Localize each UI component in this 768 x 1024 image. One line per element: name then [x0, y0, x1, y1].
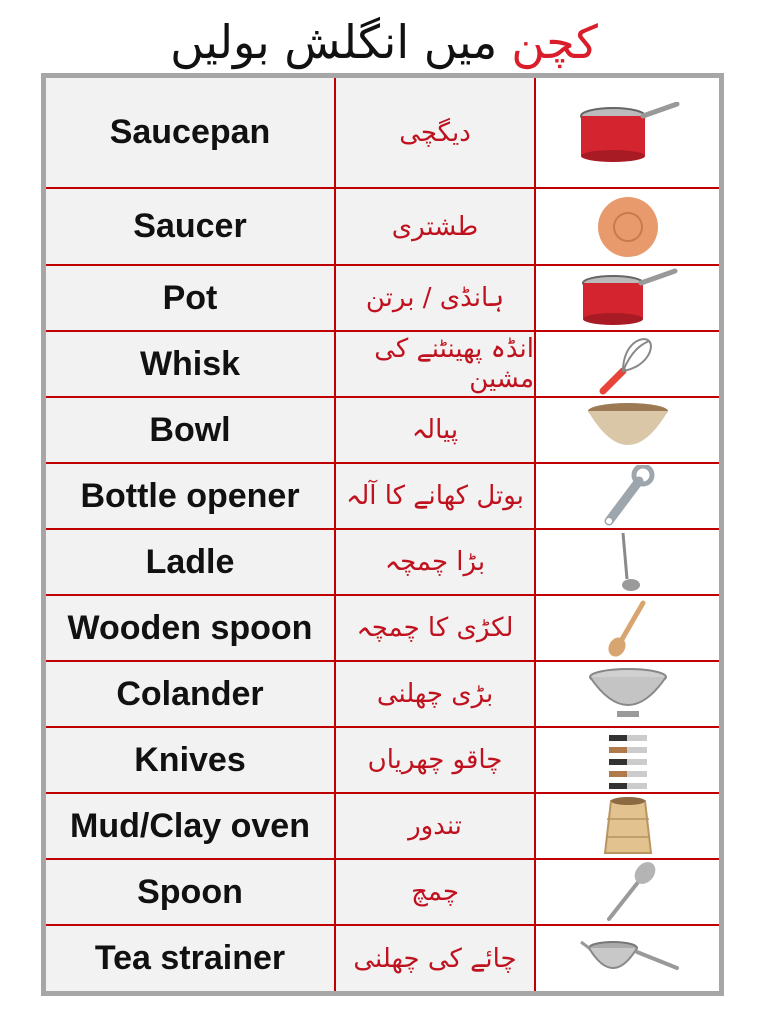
english-word: Bottle opener [46, 464, 336, 528]
table-row [46, 596, 719, 662]
saucepan-icon [573, 102, 683, 164]
vocabulary-table [41, 73, 724, 996]
tea-strainer-icon [573, 928, 683, 990]
table-row [46, 860, 719, 926]
table-row [46, 78, 719, 189]
spoon-icon [573, 861, 683, 923]
table-row [46, 728, 719, 794]
urdu-word: انڈہ پھینٹنے کی مشین [336, 332, 536, 396]
english-word: Tea strainer [46, 926, 336, 991]
urdu-word: تندور [336, 794, 536, 858]
english-word: Pot [46, 266, 336, 330]
ladle-icon [573, 531, 683, 593]
title-speak-english: میں انگلش بولیں [170, 15, 498, 69]
table-row [46, 926, 719, 991]
wooden-spoon-icon [573, 597, 683, 659]
saucer-icon [573, 196, 683, 258]
english-word: Colander [46, 662, 336, 726]
urdu-word: بوتل کھانے کا آلہ [336, 464, 536, 528]
urdu-word: بڑی چھلنی [336, 662, 536, 726]
table-row [46, 662, 719, 728]
table-row [46, 464, 719, 530]
english-word: Bowl [46, 398, 336, 462]
english-word: Wooden spoon [46, 596, 336, 660]
urdu-word: دیگچی [336, 78, 536, 187]
english-word: Mud/Clay oven [46, 794, 336, 858]
english-word: Spoon [46, 860, 336, 924]
urdu-word: چائے کی چھلنی [336, 926, 536, 991]
whisk-icon [573, 333, 683, 395]
urdu-word: چاقو چھریاں [336, 728, 536, 792]
english-word: Saucer [46, 189, 336, 264]
table-row [46, 794, 719, 860]
title-kitchen: کچن [511, 15, 598, 69]
english-word: Saucepan [46, 78, 336, 187]
urdu-word: طشتری [336, 189, 536, 264]
urdu-word: ہانڈی / برتن [336, 266, 536, 330]
bowl-icon [573, 399, 683, 461]
knives-icon [573, 729, 683, 791]
table-row [46, 189, 719, 266]
table-row [46, 530, 719, 596]
english-word: Ladle [46, 530, 336, 594]
table-row [46, 266, 719, 332]
bottle-opener-icon [573, 465, 683, 527]
english-word: Knives [46, 728, 336, 792]
clay-oven-icon [573, 795, 683, 857]
table-row [46, 398, 719, 464]
colander-icon [573, 663, 683, 725]
english-word: Whisk [46, 332, 336, 396]
table-row [46, 332, 719, 398]
urdu-word: بڑا چمچہ [336, 530, 536, 594]
page-title [0, 8, 768, 76]
urdu-word: پیالہ [336, 398, 536, 462]
urdu-word: لکڑی کا چمچہ [336, 596, 536, 660]
pot-icon [573, 267, 683, 329]
urdu-word: چمچ [336, 860, 536, 924]
